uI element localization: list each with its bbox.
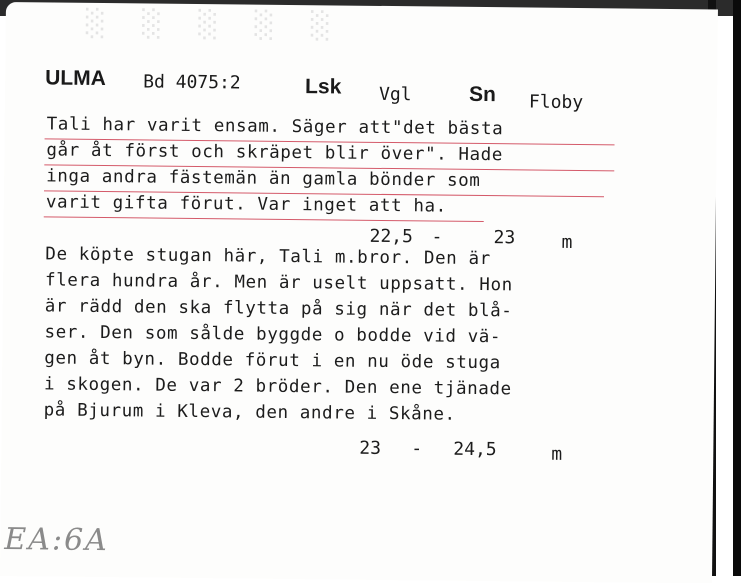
bleed-through-text: ░ ░ ░ ░ ░ [85, 8, 345, 42]
section2-line: på Bjurum i Kleva, den andre i Skåne. [43, 400, 456, 425]
red-underline [44, 216, 484, 222]
measure1-to: 23 [493, 227, 516, 249]
measure1-unit: m [561, 231, 573, 253]
measure2-to: 24,5 [453, 438, 497, 461]
section1-line: inga andra fästemän än gamla bönder som [46, 166, 481, 191]
measure2-unit: m [551, 443, 563, 465]
section2-line: i skogen. De var 2 bröder. Den ene tjänade [43, 374, 512, 400]
landskap-label: Lsk [305, 75, 342, 99]
section1-line: går åt först och skräpet blir över". Hade [46, 140, 504, 166]
socken-value: Floby [528, 91, 584, 114]
section1-line: varit gifta förut. Var inget att ha. [45, 192, 447, 217]
record-number: Bd 4075:2 [143, 71, 241, 94]
right-edge-border [733, 0, 741, 576]
section2-line: flera hundra år. Men är uselt uppsatt. Hon [44, 270, 513, 296]
landskap-value: Vgl [378, 83, 412, 106]
section1-line: Tali har varit ensam. Säger att"det bästa [46, 114, 504, 140]
section2-line: ser. Den som sålde byggde o bodde vid vä- [44, 322, 502, 348]
measure1-dash: - [431, 226, 443, 248]
measure1-from: 22,5 [369, 225, 414, 248]
measure2-dash: - [411, 438, 423, 460]
handwritten-pencil-note: EA:6A [4, 522, 109, 559]
section2-line: är rädd den ska flytta på sig när det blå- [44, 296, 513, 322]
measure2-from: 23 [359, 437, 382, 459]
socken-label: Sn [468, 82, 497, 107]
archive-card [0, 2, 718, 583]
section2-line: De köpte stugan här, Tali m.bror. Den är [45, 244, 491, 270]
section2-line: gen åt byn. Bodde förut i en nu öde stuga [44, 348, 501, 374]
archive-code: ULMA [45, 66, 106, 91]
